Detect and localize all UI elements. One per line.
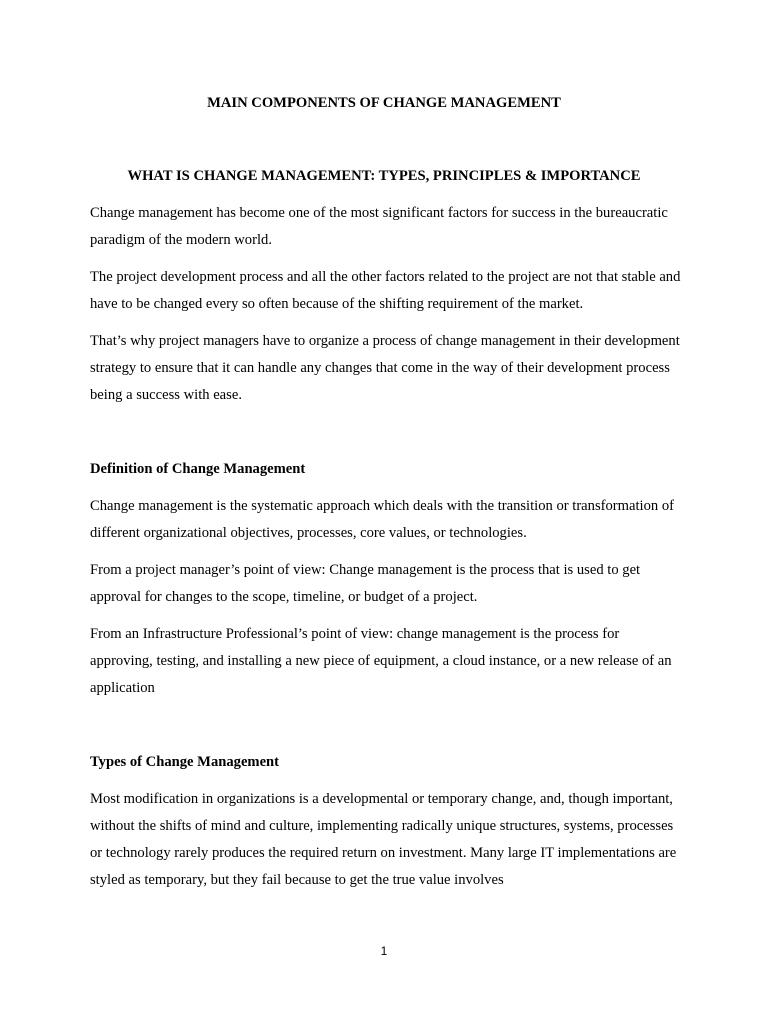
document-title: MAIN COMPONENTS OF CHANGE MANAGEMENT xyxy=(207,95,561,111)
page-number: 1 xyxy=(380,944,388,958)
types-heading: Types of Change Management xyxy=(90,754,280,770)
definition-paragraph: Change management is the systematic approach which deals with the transition or transformation of different organizational objectives, processes, core values, or technologies. xyxy=(90,498,674,541)
definition-paragraph: From a project manager’s point of view: Change management is the process that is used to get approval for changes to the scope, timeline, or budget of a project. xyxy=(90,562,641,605)
types-paragraph: Most modification in organizations is a developmental or temporary change, and, though important, without the shifts of mind and culture, implementing radically unique structures, systems, processes or technology rarely produces the required return on investment. Many large IT implementations are styled as temporary, but they fail because to get the true value involves xyxy=(90,791,677,888)
definition-paragraph: From an Infrastructure Professional’s point of view: change management is the process for approving, testing, and installing a new piece of equipment, a cloud instance, or a new release of an application xyxy=(90,626,672,696)
intro-section xyxy=(90,200,682,409)
intro-paragraph: That’s why project managers have to organize a process of change management in their development strategy to ensure that it can handle any changes that come in the way of their development process being a success with ease. xyxy=(90,333,680,403)
types-section xyxy=(90,786,682,894)
intro-paragraph: Change management has become one of the most significant factors for success in the bureaucratic paradigm of the modern world. xyxy=(90,205,668,248)
definition-section xyxy=(90,493,682,702)
document-subtitle: WHAT IS CHANGE MANAGEMENT: TYPES, PRINCIPLES & IMPORTANCE xyxy=(127,168,641,184)
definition-heading: Definition of Change Management xyxy=(90,461,306,477)
intro-paragraph: The project development process and all the other factors related to the project are not that stable and have to be changed every so often because of the shifting requirement of the market. xyxy=(90,269,681,312)
